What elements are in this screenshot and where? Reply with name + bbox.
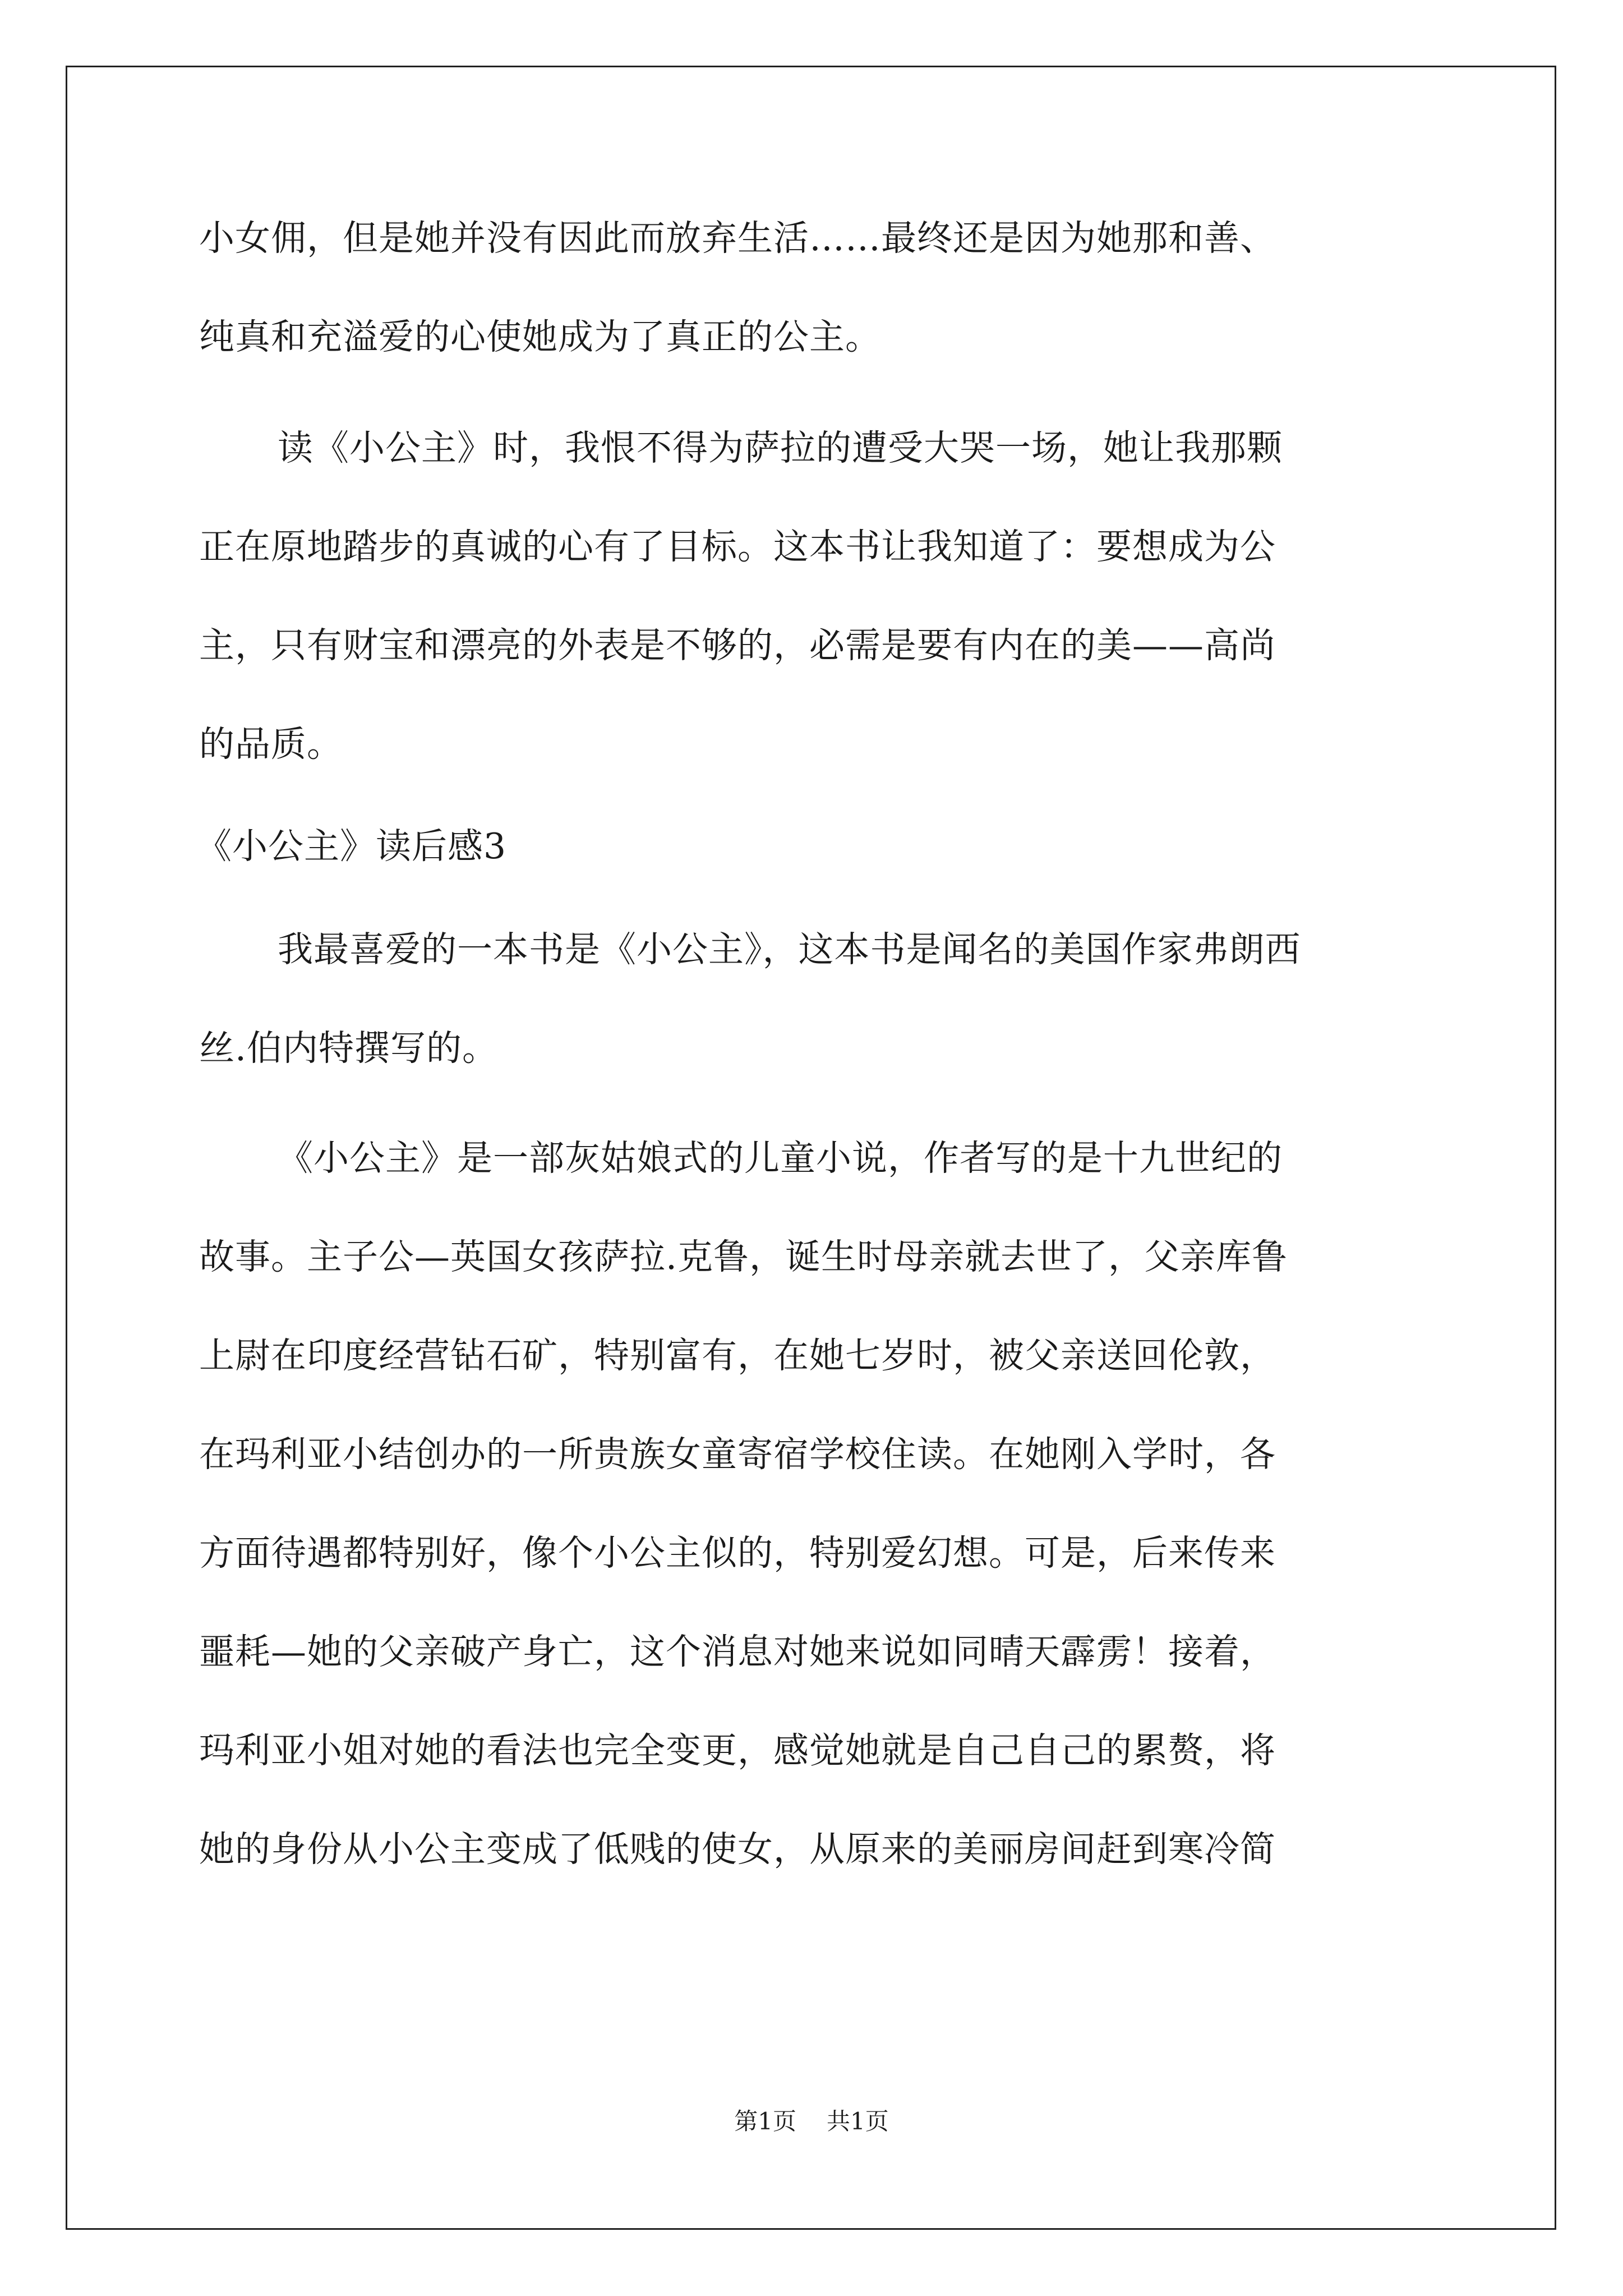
page-number-total: 共1页 <box>827 2108 889 2135</box>
text-line: 小女佣，但是她并没有因此而放弃生活……最终还是因为她那和善、 <box>199 218 1276 259</box>
text-line: 在玛利亚小结创办的一所贵族女童寄宿学校住读。在她刚入学时，各 <box>199 1434 1276 1475</box>
text-line: 的品质。 <box>199 724 343 765</box>
paragraph-start-line: 我最喜爱的一本书是《小公主》，这本书是闻名的美国作家弗朗西 <box>278 929 1301 970</box>
text-line: 纯真和充溢爱的心使她成为了真正的公主。 <box>199 316 881 357</box>
text-line: 她的身份从小公主变成了低贱的使女，从原来的美丽房间赶到寒冷简 <box>199 1829 1276 1870</box>
section-heading: 《小公主》读后感3 <box>196 826 507 867</box>
text-line: 玛利亚小姐对她的看法也完全变更，感觉她就是自己自己的累赘，将 <box>199 1730 1276 1771</box>
text-line: 故事。主子公—英国女孩萨拉.克鲁，诞生时母亲就去世了，父亲库鲁 <box>199 1236 1288 1277</box>
text-line: 上尉在印度经营钻石矿，特别富有，在她七岁时，被父亲送回伦敦， <box>199 1335 1276 1376</box>
page-number-current: 第1页 <box>734 2108 796 2135</box>
paragraph-start-line: 读《小公主》时，我恨不得为萨拉的遭受大哭一场，她让我那颗 <box>278 427 1283 468</box>
page-footer <box>0 2105 1623 2138</box>
text-line: 方面待遇都特别好，像个小公主似的，特别爱幻想。可是，后来传来 <box>199 1533 1276 1573</box>
paragraph-start-line: 《小公主》是一部灰姑娘式的儿童小说，作者写的是十九世纪的 <box>278 1138 1283 1179</box>
text-line: 正在原地踏步的真诚的心有了目标。这本书让我知道了：要想成为公 <box>199 526 1276 567</box>
text-line: 噩耗—她的父亲破产身亡，这个消息对她来说如同晴天霹雳！接着， <box>199 1631 1276 1672</box>
text-line: 主，只有财宝和漂亮的外表是不够的，必需是要有内在的美——高尚 <box>199 625 1276 666</box>
text-line: 丝.伯内特撰写的。 <box>199 1028 499 1069</box>
